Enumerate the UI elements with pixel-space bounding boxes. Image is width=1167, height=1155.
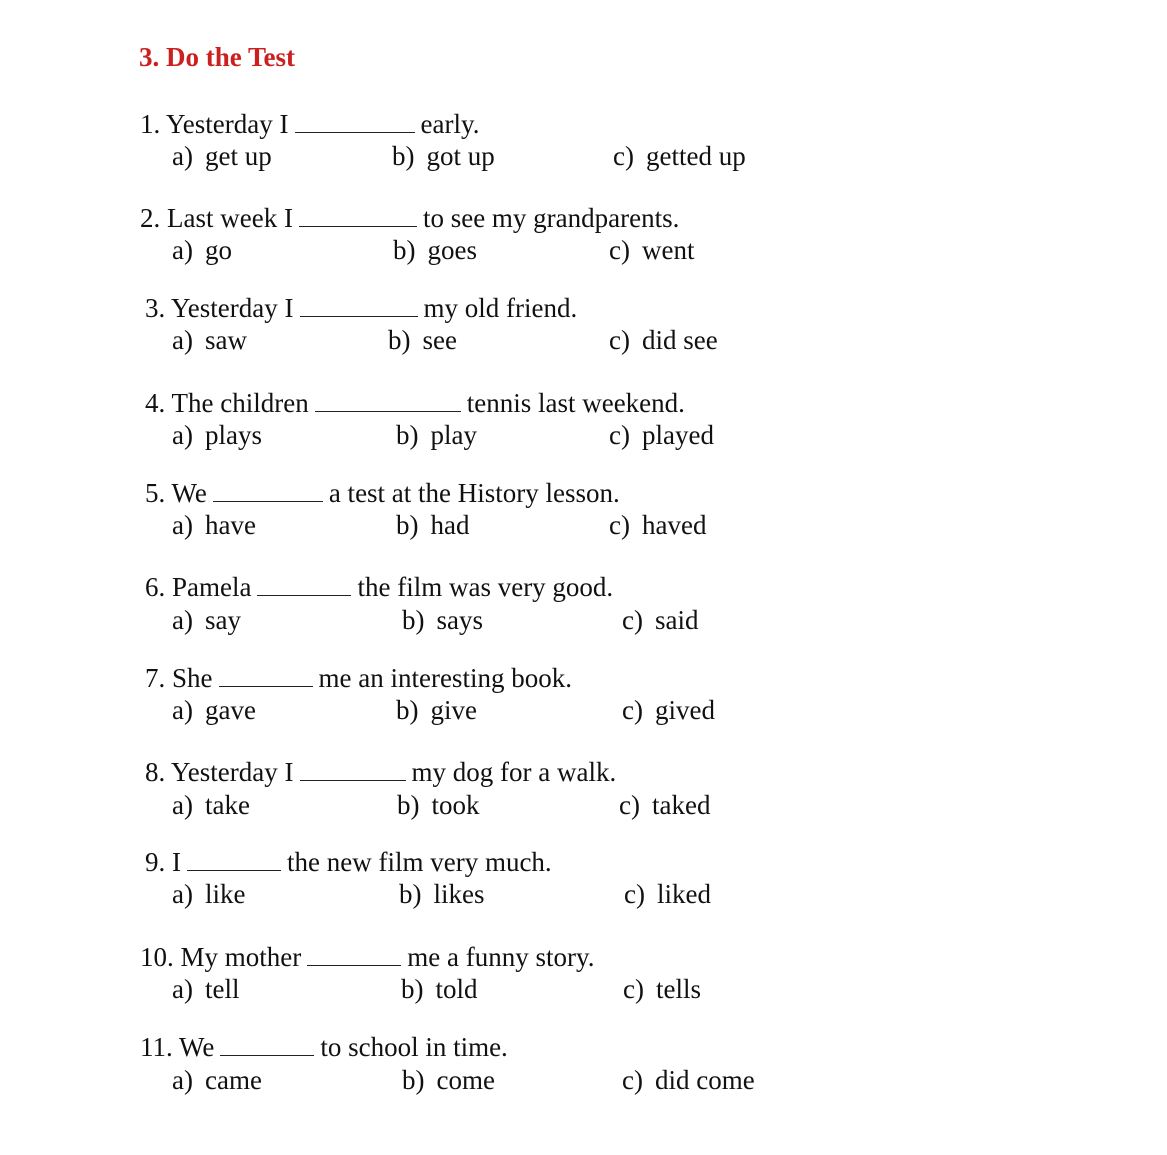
question-text-after: to school in time. <box>320 1032 508 1062</box>
option-b[interactable]: b) play <box>396 420 477 450</box>
question-text-before: Yesterday I <box>166 109 289 139</box>
answer-blank[interactable] <box>257 573 351 596</box>
option-b[interactable]: b) give <box>396 695 477 725</box>
question-number: 5. <box>145 478 166 508</box>
question-number: 9. <box>145 847 166 877</box>
question-1 <box>0 107 1167 177</box>
option-c[interactable]: c) liked <box>624 879 711 909</box>
question-3 <box>0 291 1167 361</box>
question-text-before: Yesterday I <box>171 757 294 787</box>
question-text-before: My mother <box>180 942 302 972</box>
option-a[interactable]: a) tell <box>172 974 240 1004</box>
option-c[interactable]: c) gived <box>622 695 715 725</box>
question-number: 7. <box>145 663 166 693</box>
question-stem <box>140 1030 508 1064</box>
answer-blank[interactable] <box>213 479 323 502</box>
question-number: 6. <box>145 572 166 602</box>
option-a[interactable]: a) came <box>172 1065 262 1095</box>
option-c[interactable]: c) getted up <box>613 141 746 171</box>
option-a[interactable]: a) like <box>172 879 246 909</box>
question-9 <box>0 845 1167 915</box>
option-a[interactable]: a) gave <box>172 695 256 725</box>
option-c[interactable]: c) went <box>609 235 695 265</box>
question-number: 4. <box>145 388 166 418</box>
question-number: 10. <box>140 942 174 972</box>
option-a[interactable]: a) say <box>172 605 241 635</box>
answer-blank[interactable] <box>315 389 461 412</box>
option-b[interactable]: b) told <box>401 974 478 1004</box>
question-2 <box>0 201 1167 271</box>
question-stem <box>145 476 620 510</box>
option-b[interactable]: b) took <box>397 790 480 820</box>
option-c[interactable]: c) tells <box>623 974 701 1004</box>
option-c[interactable]: c) played <box>609 420 714 450</box>
question-6 <box>0 570 1167 640</box>
option-a[interactable]: a) have <box>172 510 256 540</box>
question-11 <box>0 1030 1167 1100</box>
option-a[interactable]: a) get up <box>172 141 272 171</box>
question-text-after: me a funny story. <box>407 942 595 972</box>
question-stem <box>140 201 679 235</box>
question-text-before: We <box>171 478 207 508</box>
option-a[interactable]: a) plays <box>172 420 262 450</box>
question-8 <box>0 755 1167 825</box>
question-5 <box>0 476 1167 546</box>
question-text-before: We <box>179 1032 215 1062</box>
option-a[interactable]: a) go <box>172 235 232 265</box>
question-number: 1. <box>140 109 161 139</box>
answer-blank[interactable] <box>300 758 406 781</box>
answer-blank[interactable] <box>187 848 281 871</box>
answer-blank[interactable] <box>307 943 401 966</box>
option-b[interactable]: b) see <box>388 325 457 355</box>
option-b[interactable]: b) had <box>396 510 470 540</box>
question-text-before: Pamela <box>172 572 252 602</box>
question-stem <box>145 755 616 789</box>
question-text-after: me an interesting book. <box>318 663 572 693</box>
question-number: 8. <box>145 757 166 787</box>
question-text-before: I <box>172 847 181 877</box>
question-text-after: the film was very good. <box>357 572 614 602</box>
question-number: 11. <box>140 1032 173 1062</box>
option-c[interactable]: c) did see <box>609 325 718 355</box>
question-text-after: a test at the History lesson. <box>328 478 620 508</box>
question-stem <box>145 570 613 604</box>
answer-blank[interactable] <box>219 664 313 687</box>
question-7 <box>0 661 1167 731</box>
option-b[interactable]: b) got up <box>392 141 495 171</box>
answer-blank[interactable] <box>300 294 418 317</box>
question-text-before: Yesterday I <box>171 293 294 323</box>
answer-blank[interactable] <box>295 110 415 133</box>
option-b[interactable]: b) says <box>402 605 483 635</box>
question-text-before: She <box>172 663 213 693</box>
question-text-before: Last week I <box>167 203 293 233</box>
question-stem <box>145 291 577 325</box>
question-text-after: early. <box>420 109 480 139</box>
question-10 <box>0 940 1167 1010</box>
answer-blank[interactable] <box>299 204 417 227</box>
option-c[interactable]: c) haved <box>609 510 707 540</box>
question-text-after: my dog for a walk. <box>411 757 617 787</box>
option-b[interactable]: b) likes <box>399 879 485 909</box>
worksheet-title: 3. Do the Test <box>139 42 296 72</box>
question-stem <box>145 845 552 879</box>
question-number: 3. <box>145 293 166 323</box>
question-4 <box>0 386 1167 456</box>
question-stem <box>140 107 479 141</box>
option-a[interactable]: a) saw <box>172 325 247 355</box>
question-text-after: to see my grandparents. <box>422 203 680 233</box>
option-b[interactable]: b) goes <box>393 235 477 265</box>
option-c[interactable]: c) said <box>622 605 699 635</box>
question-text-after: the new film very much. <box>287 847 552 877</box>
question-text-before: The children <box>171 388 309 418</box>
question-stem <box>145 661 572 695</box>
option-c[interactable]: c) taked <box>619 790 711 820</box>
option-c[interactable]: c) did come <box>622 1065 755 1095</box>
option-b[interactable]: b) come <box>402 1065 495 1095</box>
question-text-after: tennis last weekend. <box>466 388 685 418</box>
question-stem <box>145 386 685 420</box>
question-number: 2. <box>140 203 161 233</box>
question-stem <box>140 940 594 974</box>
option-a[interactable]: a) take <box>172 790 250 820</box>
answer-blank[interactable] <box>220 1033 314 1056</box>
question-text-after: my old friend. <box>423 293 578 323</box>
